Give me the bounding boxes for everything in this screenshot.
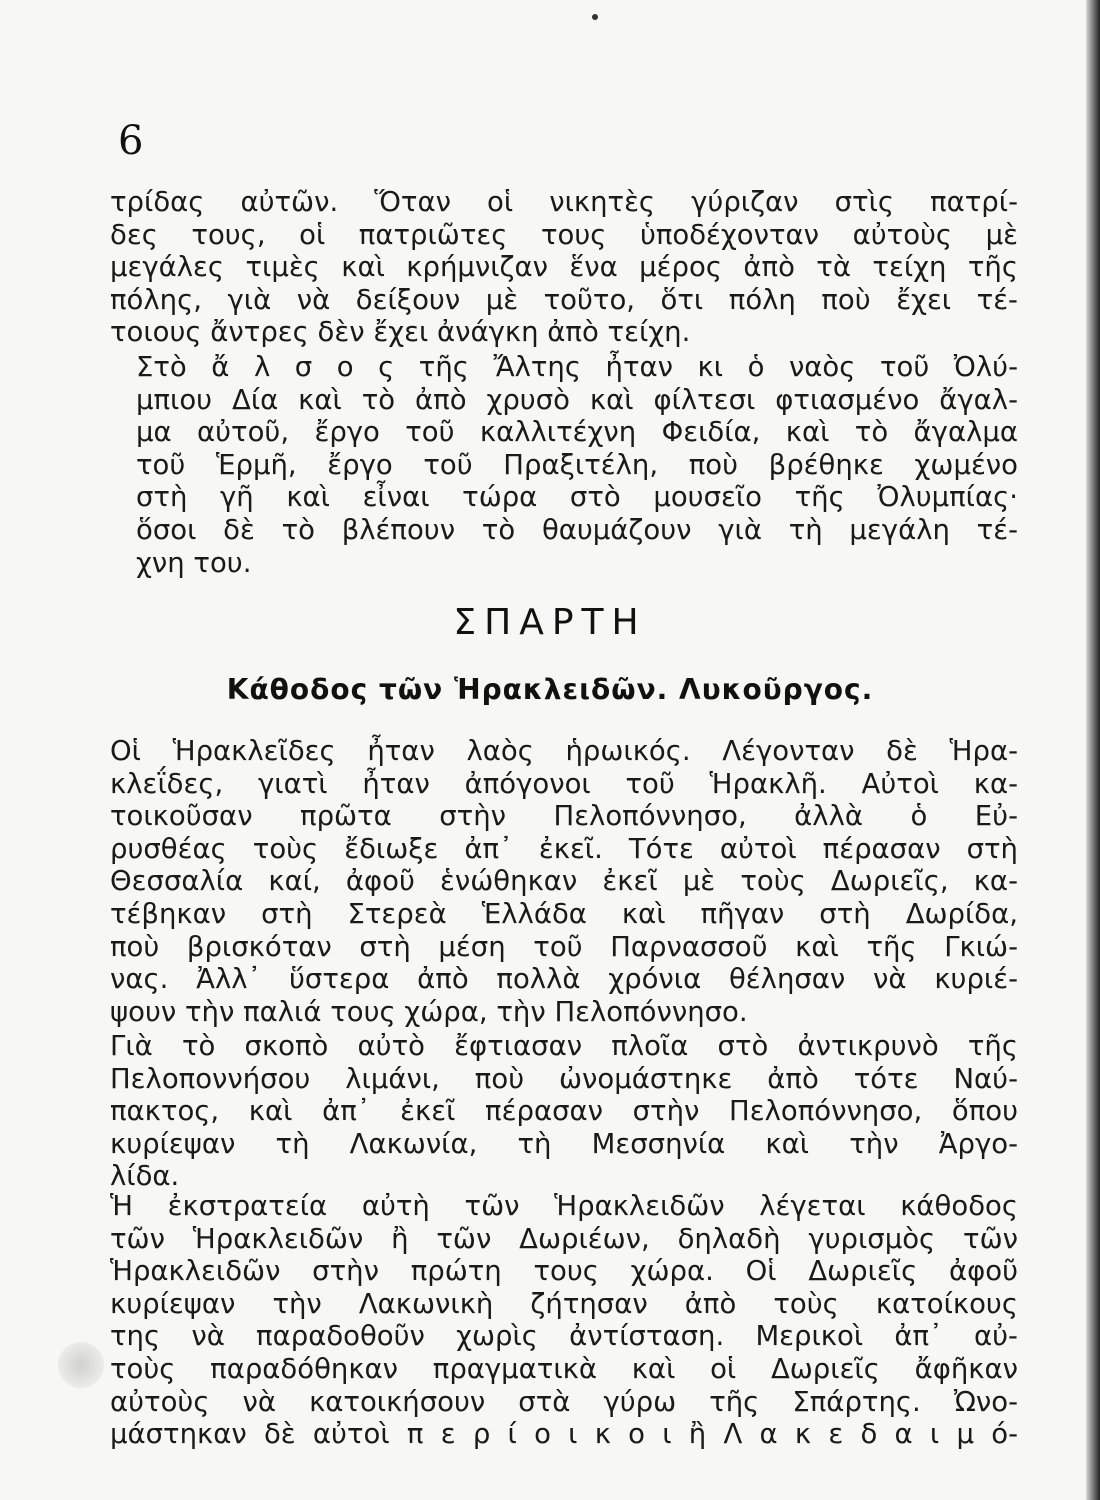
text-line: τέβηκαν στὴ Στερεὰ Ἑλλάδα καὶ πῆγαν στὴ Δωρίδα, <box>110 897 1018 930</box>
page-number: 6 <box>118 118 144 164</box>
text-line: μα αὐτοῦ, ἔργο τοῦ καλλιτέχνη Φειδία, καὶ τὸ ἄγαλμα <box>136 416 1018 449</box>
text-line: Οἱ Ἡρακλεῖδες ἦταν λαὸς ἡρωικός. Λέγονταν δὲ Ἡρα- <box>110 735 1018 767</box>
text-line: λίδα. <box>110 1160 180 1193</box>
paragraph-1 <box>110 186 1018 349</box>
ink-dot <box>592 14 598 20</box>
text-line: Ἡ ἐκστρατεία αὐτὴ τῶν Ἡρακλειδῶν λέγεται κάθοδος <box>110 1190 1018 1222</box>
text-line: πόλης, γιὰ νὰ δείξουν μὲ τοῦτο, ὅτι πόλη ποὺ ἔχει τέ- <box>110 283 1018 316</box>
text-line: κυρίεψαν τὴν Λακωνικὴ ζήτησαν ἀπὸ τοὺς κατοίκους <box>110 1287 1018 1320</box>
text-line: στὴ γῆ καὶ εἶναι τώρα στὸ μουσεῖο τῆς Ὀλυμπίας· <box>136 481 1018 514</box>
text-line: χνη του. <box>136 546 252 579</box>
text-line: μάστηκαν δὲ αὐτοὶ π ε ρ ί ο ι κ ο ι ἢ Λ α κ ε δ α ι μ ό- <box>110 1418 1018 1451</box>
text-line: ὅσοι δὲ τὸ βλέπουν τὸ θαυμάζουν γιὰ τὴ μεγάλη τέ- <box>136 513 1018 546</box>
paragraph-5 <box>110 1190 1018 1451</box>
text-line: πακτος, καὶ ἀπ᾽ ἐκεῖ πέρασαν στὴν Πελοπόννησο, ὅπου <box>110 1095 1018 1128</box>
text-line: Ἡρακλειδῶν στὴν πρώτη τους χώρα. Οἱ Δωριεῖς ἀφοῦ <box>110 1255 1018 1288</box>
text-line: τοὺς παραδόθηκαν πραγματικὰ καὶ οἱ Δωριεῖς ἄφῆκαν <box>110 1352 1018 1385</box>
text-line: κλεΐδες, γιατὶ ἦταν ἀπόγονοι τοῦ Ἡρακλῆ. Αὐτοὶ κα- <box>110 767 1018 800</box>
text-line: μεγάλες τιμὲς καὶ κρήμνιζαν ἕνα μέρος ἀπὸ τὰ τείχη τῆς <box>110 251 1018 284</box>
text-line: ψουν τὴν παλιά τους χώρα, τὴν Πελοπόννησο. <box>110 995 748 1028</box>
page-edge-shadow <box>1086 0 1100 1500</box>
text-line: αὐτοὺς νὰ κατοικήσουν στὰ γύρω τῆς Σπάρτης. Ὠνο- <box>110 1385 1018 1418</box>
text-line: μπιου Δία καὶ τὸ ἀπὸ χρυσὸ καὶ φίλτεσι φτιασμένο ἄγαλ- <box>136 383 1018 416</box>
text-line: κυρίεψαν τὴ Λακωνία, τὴ Μεσσηνία καὶ τὴν Ἀργο- <box>110 1127 1018 1160</box>
paragraph-2 <box>110 351 1018 579</box>
text-line: τοῦ Ἑρμῆ, ἔργο τοῦ Πραξιτέλη, ποὺ βρέθηκε χωμένο <box>136 448 1018 481</box>
text-line: νας. Ἀλλ᾽ ὕστερα ἀπὸ πολλὰ χρόνια θέλησαν νὰ κυριέ- <box>110 963 1018 996</box>
text-line: της νὰ παραδοθοῦν χωρὶς ἀντίσταση. Μερικοὶ ἀπ᾽ αὐ- <box>110 1320 1018 1353</box>
section-subtitle: Κάθοδος τῶν Ἡρακλειδῶν. Λυκοῦργος. <box>226 673 874 706</box>
text-line: τῶν Ἡρακλειδῶν ἢ τῶν Δωριέων, δηλαδὴ γυρισμὸς τῶν <box>110 1222 1018 1255</box>
paragraph-3 <box>110 735 1018 1028</box>
text-line: τρίδας αὐτῶν. Ὅταν οἱ νικητὲς γύριζαν στὶς πατρί- <box>110 186 1018 218</box>
paper-stain <box>58 1342 104 1388</box>
text-line: Στὸ ἄ λ σ ο ς τῆς Ἄλτης ἦταν κι ὁ ναὸς τοῦ Ὀλύ- <box>136 351 1018 383</box>
text-line: Θεσσαλία καί, ἀφοῦ ἑνώθηκαν ἐκεῖ μὲ τοὺς Δωριεῖς, κα- <box>110 865 1018 898</box>
text-line: δες τους, οἱ πατριῶτες τους ὑποδέχονταν αὐτοὺς μὲ <box>110 218 1018 251</box>
text-line: ρυσθέας τοὺς ἔδιωξε ἀπ᾽ ἐκεῖ. Τότε αὐτοὶ πέρασαν στὴ <box>110 832 1018 865</box>
text-line: τοιους ἄντρες δὲν ἔχει ἀνάγκη ἀπὸ τείχη. <box>110 316 691 349</box>
text-line: Πελοποννήσου λιμάνι, ποὺ ὠνομάστηκε ἀπὸ τότε Ναύ- <box>110 1062 1018 1095</box>
text-line: Γιὰ τὸ σκοπὸ αὐτὸ ἔφτιασαν πλοῖα στὸ ἀντικρυνὸ τῆς <box>110 1030 1018 1062</box>
paragraph-4 <box>110 1030 1018 1193</box>
text-line: τοικοῦσαν πρῶτα στὴν Πελοπόννησο, ἀλλὰ ὁ Εὐ- <box>110 800 1018 833</box>
section-title: ΣΠΑΡΤΗ <box>453 602 647 643</box>
text-line: ποὺ βρισκόταν στὴ μέση τοῦ Παρνασσοῦ καὶ τῆς Γκιώ- <box>110 930 1018 963</box>
